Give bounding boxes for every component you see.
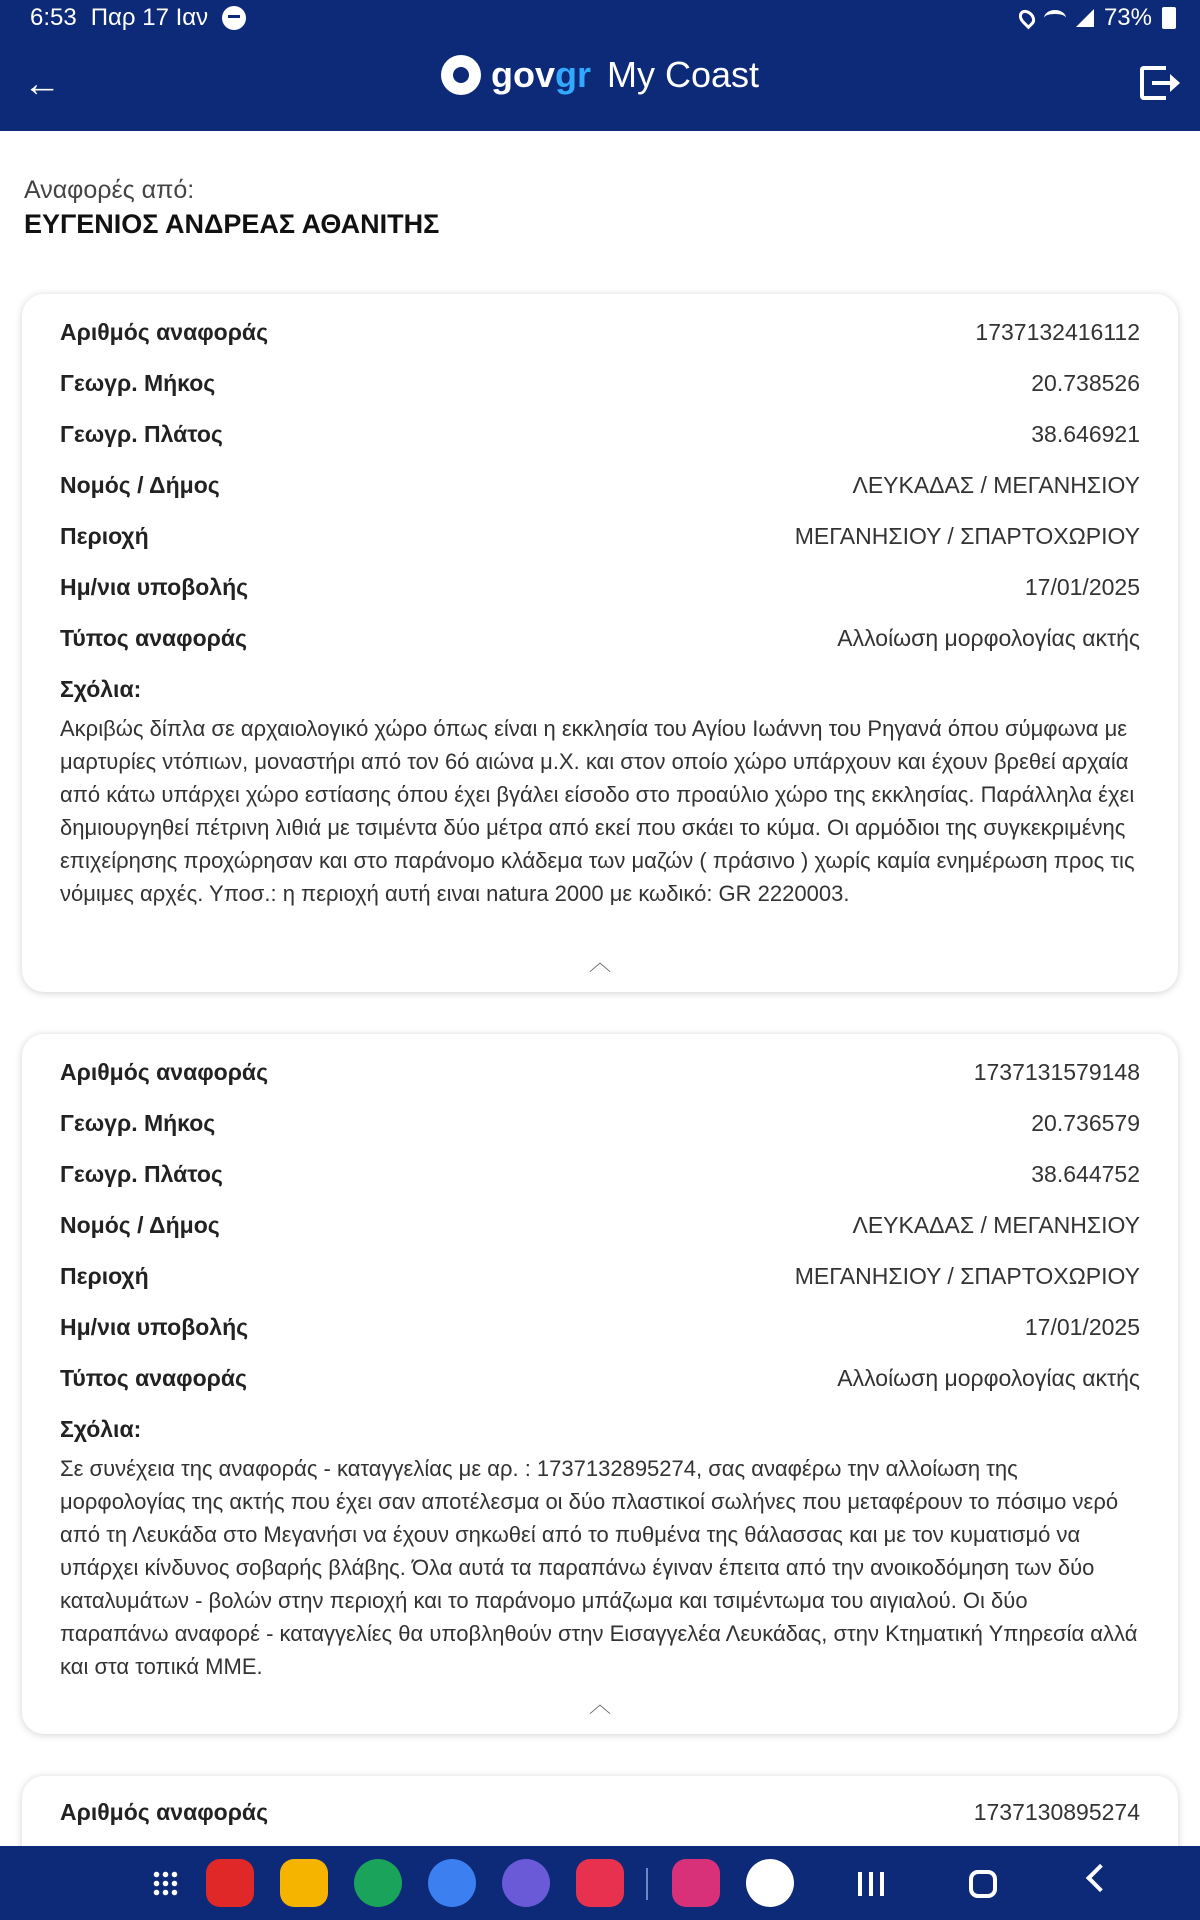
- wifi-icon: [1044, 10, 1066, 26]
- row-latitude: [60, 414, 1140, 454]
- value-longitude: 20.738526: [1031, 369, 1140, 396]
- comments-text: Σε συνέχεια της αναφοράς - καταγγελίας με αρ. : 1737132895274, σας αναφέρω την αλλοίωση της μορφολογίας της ακτής που έχει σαν αποτέλεσμα οι δύο πλαστικοί σωλήνες που μεταφέρουν το πόσιμο νερό από τη Λευκάδα στο Μεγανήσι να έχουν σηκωθεί από το πυθμένα της θάλασσας και με τον κυματισμό να υπάρχει κίνδυνος σοβαρής βλάβης. Όλα αυτά τα παραπάνω έγιναν έπειτα από την ανοικοδόμηση των δύο καταλυμάτων - βολών στην περιοχή και το παράνομο μπάζωμα και τσιμέντωμα του αιγιαλού. Οι δύο παραπάνω αναφορέ - καταγγελίες θα υποβληθούν στην Εισαγγελέα Λευκάδας, στην Κτηματική Υπηρεσία αλλά και στα τοπικά ΜΜΕ.: [60, 1456, 1138, 1679]
- brand-gr: gr: [554, 54, 591, 95]
- app-title: My Coast: [606, 54, 760, 95]
- app-top-bar: [0, 0, 1200, 131]
- google-icon[interactable]: [746, 1859, 794, 1907]
- value-submission-date: 17/01/2025: [1024, 1313, 1140, 1340]
- value-report-type: Αλλοίωση μορφολογίας ακτής: [837, 624, 1140, 651]
- messages-icon[interactable]: [428, 1859, 476, 1907]
- arrow-left-icon: ←: [23, 63, 61, 105]
- value-report-number: 1737131579148: [973, 1058, 1140, 1085]
- label-report-number: Αριθμός αναφοράς: [60, 1798, 269, 1825]
- comments-label: Σχόλια:: [60, 676, 142, 702]
- label-submission-date: Ημ/νια υποβολής: [60, 573, 249, 600]
- flipboard-icon[interactable]: [206, 1859, 254, 1907]
- signal-icon: [1076, 9, 1094, 27]
- label-latitude: Γεωγρ. Πλάτος: [60, 420, 223, 447]
- system-back-button[interactable]: [1086, 1864, 1114, 1892]
- gallery-icon[interactable]: [672, 1859, 720, 1907]
- label-longitude: Γεωγρ. Μήκος: [60, 1109, 216, 1136]
- reporter-name: ΕΥΓΕΝΙΟΣ ΑΝΔΡΕΑΣ ΑΘΑΝΙΤΗΣ: [24, 209, 440, 239]
- system-navigation-bar: [0, 1846, 1200, 1920]
- gov-emblem-icon: [441, 55, 481, 95]
- value-latitude: 38.646921: [1031, 420, 1140, 447]
- comments-text: Ακριβώς δίπλα σε αρχαιολογικό χώρο όπως είναι η εκκλησία του Αγίου Ιωάννη του Ρηγανά όπου σύμφωνα με μαρτυρίες ντόπιων, μοναστήρι από τον 6ό αιώνα μ.Χ. και στον οποίο χώρο υπάρχουν και έχουν βρεθεί αρχαία από κάτω υπάρχει χώρο εστίασης όπου έχει βγάλει είσοδο στο προαύλιο χώρο της εκκλησίας. Παράλληλα έχει δημιουργηθεί πέτρινη λιθιά με τσιμέντα δύο μέτρα από εκεί που σκάει το κύμα. Οι αρμόδιοι της συγκεκριμένης επιχείρησης προχώρησαν και στο παράνομο κλάδεμα των μαζών ( πράσινο ) χωρίς καμία ενημέρωση προς τις νόμιμες αρχές. Υποσ.: η περιοχή αυτή ειναι natura 2000 με κωδικό: GR 2220003.: [60, 716, 1135, 906]
- reports-intro: [24, 176, 439, 240]
- home-button[interactable]: [969, 1870, 997, 1898]
- label-report-type: Τύπος αναφοράς: [60, 1364, 247, 1391]
- battery-icon: [1162, 7, 1176, 29]
- label-submission-date: Ημ/νια υποβολής: [60, 1313, 249, 1340]
- label-report-number: Αριθμός αναφοράς: [60, 318, 269, 345]
- location-icon: [1016, 7, 1039, 30]
- value-area: ΜΕΓΑΝΗΣΙΟΥ / ΣΠΑΡΤΟΧΩΡΙΟΥ: [794, 1262, 1140, 1289]
- row-longitude: [60, 363, 1140, 403]
- status-date: Παρ 17 Ιαν: [90, 4, 209, 31]
- row-area: [60, 516, 1140, 556]
- row-submission-date: [60, 1307, 1140, 1347]
- messenger-notification-icon: [222, 6, 246, 30]
- value-report-number: 1737130895274: [973, 1798, 1140, 1825]
- logout-button[interactable]: [1140, 66, 1178, 102]
- row-report-type: [60, 1358, 1140, 1398]
- battery-level: 73%: [1103, 4, 1152, 31]
- value-latitude: 38.644752: [1031, 1160, 1140, 1187]
- row-report-number: [60, 312, 1140, 352]
- row-prefecture: [60, 465, 1140, 505]
- brand-gov: gov: [490, 54, 555, 95]
- value-longitude: 20.736579: [1031, 1109, 1140, 1136]
- chevron-up-icon: ︿: [588, 950, 611, 975]
- label-report-type: Τύπος αναφοράς: [60, 624, 247, 651]
- app-drawer-icon[interactable]: [152, 1870, 178, 1896]
- label-area: Περιοχή: [60, 1262, 149, 1289]
- comments-label: Σχόλια:: [60, 1416, 142, 1442]
- label-prefecture: Νομός / Δήμος: [60, 1211, 220, 1238]
- row-report-type: [60, 618, 1140, 658]
- internet-icon[interactable]: [502, 1859, 550, 1907]
- dock-divider: [646, 1868, 648, 1900]
- row-area: [60, 1256, 1140, 1296]
- row-report-number: [60, 1792, 1140, 1832]
- row-longitude: [60, 1103, 1140, 1143]
- value-prefecture: ΛΕΥΚΑΔΑΣ / ΜΕΓΑΝΗΣΙΟΥ: [852, 1211, 1140, 1238]
- recent-apps-button[interactable]: [858, 1872, 884, 1896]
- row-submission-date: [60, 567, 1140, 607]
- row-prefecture: [60, 1205, 1140, 1245]
- label-longitude: Γεωγρ. Μήκος: [60, 369, 216, 396]
- value-area: ΜΕΓΑΝΗΣΙΟΥ / ΣΠΑΡΤΟΧΩΡΙΟΥ: [794, 522, 1140, 549]
- app-brand: [0, 54, 1200, 96]
- screen-recorder-icon[interactable]: [576, 1859, 624, 1907]
- report-card[interactable]: [22, 1034, 1178, 1734]
- chevron-up-icon: ︿: [588, 1692, 611, 1717]
- phone-icon[interactable]: [354, 1859, 402, 1907]
- value-submission-date: 17/01/2025: [1024, 573, 1140, 600]
- value-report-type: Αλλοίωση μορφολογίας ακτής: [837, 1364, 1140, 1391]
- label-report-number: Αριθμός αναφοράς: [60, 1058, 269, 1085]
- collapse-button[interactable]: [582, 1688, 618, 1717]
- report-card[interactable]: [22, 294, 1178, 992]
- row-report-number: [60, 1052, 1140, 1092]
- value-prefecture: ΛΕΥΚΑΔΑΣ / ΜΕΓΑΝΗΣΙΟΥ: [852, 471, 1140, 498]
- label-area: Περιοχή: [60, 522, 149, 549]
- status-time: 6:53: [30, 4, 77, 31]
- reports-from-label: Αναφορές από:: [24, 176, 195, 204]
- my-files-icon[interactable]: [280, 1859, 328, 1907]
- status-bar: [0, 0, 1200, 38]
- label-latitude: Γεωγρ. Πλάτος: [60, 1160, 223, 1187]
- row-latitude: [60, 1154, 1140, 1194]
- value-report-number: 1737132416112: [975, 318, 1140, 345]
- app-header: [0, 38, 1200, 131]
- label-prefecture: Νομός / Δήμος: [60, 471, 220, 498]
- collapse-button[interactable]: [582, 946, 618, 975]
